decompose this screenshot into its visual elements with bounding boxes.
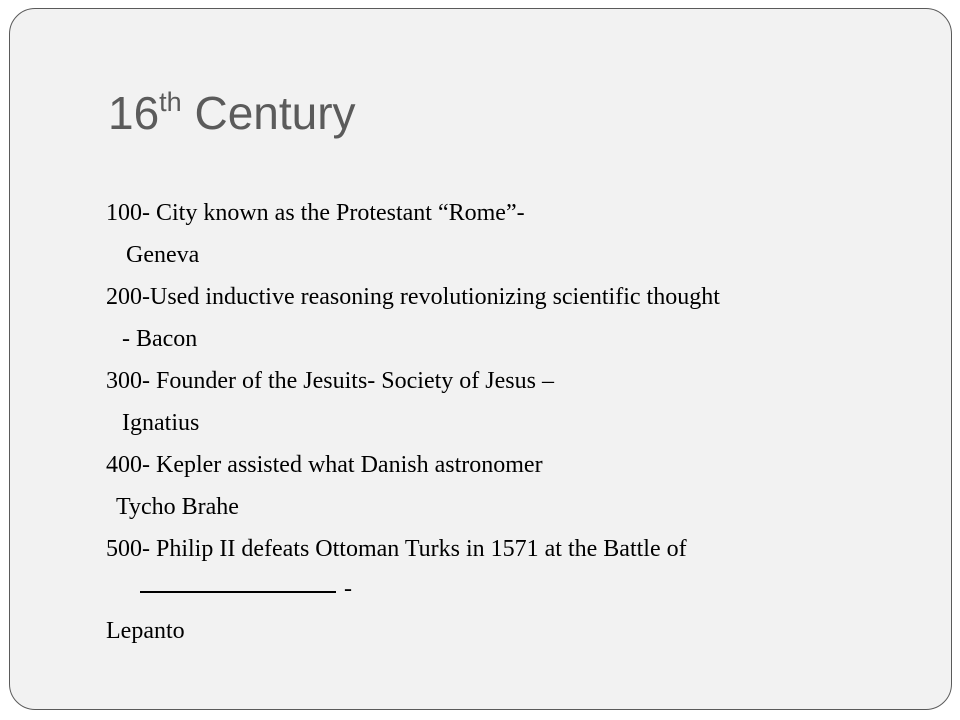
question-300: 300- Founder of the Jesuits- Society of Jesus – xyxy=(106,368,554,394)
question-400: 400- Kepler assisted what Danish astronomer xyxy=(106,452,543,478)
blank-underline xyxy=(140,591,336,593)
question-500: 500- Philip II defeats Ottoman Turks in 1571 at the Battle of xyxy=(106,536,687,562)
title-word: Century xyxy=(181,87,356,139)
blank-dash: - xyxy=(344,576,352,602)
answer-400: Tycho Brahe xyxy=(116,494,239,520)
answer-200: - Bacon xyxy=(116,326,198,352)
answer-100: Geneva xyxy=(120,242,200,268)
question-200: 200-Used inductive reasoning revolutionizing scientific thought xyxy=(106,284,720,310)
fill-in-blank-line xyxy=(140,574,352,604)
title-superscript: th xyxy=(159,87,182,117)
question-100: 100- City known as the Protestant “Rome”- xyxy=(106,200,525,226)
slide-title xyxy=(108,83,356,150)
title-number: 16 xyxy=(108,87,160,139)
answer-300: Ignatius xyxy=(116,410,200,436)
answer-500: Lepanto xyxy=(106,618,185,644)
slide xyxy=(9,8,952,710)
